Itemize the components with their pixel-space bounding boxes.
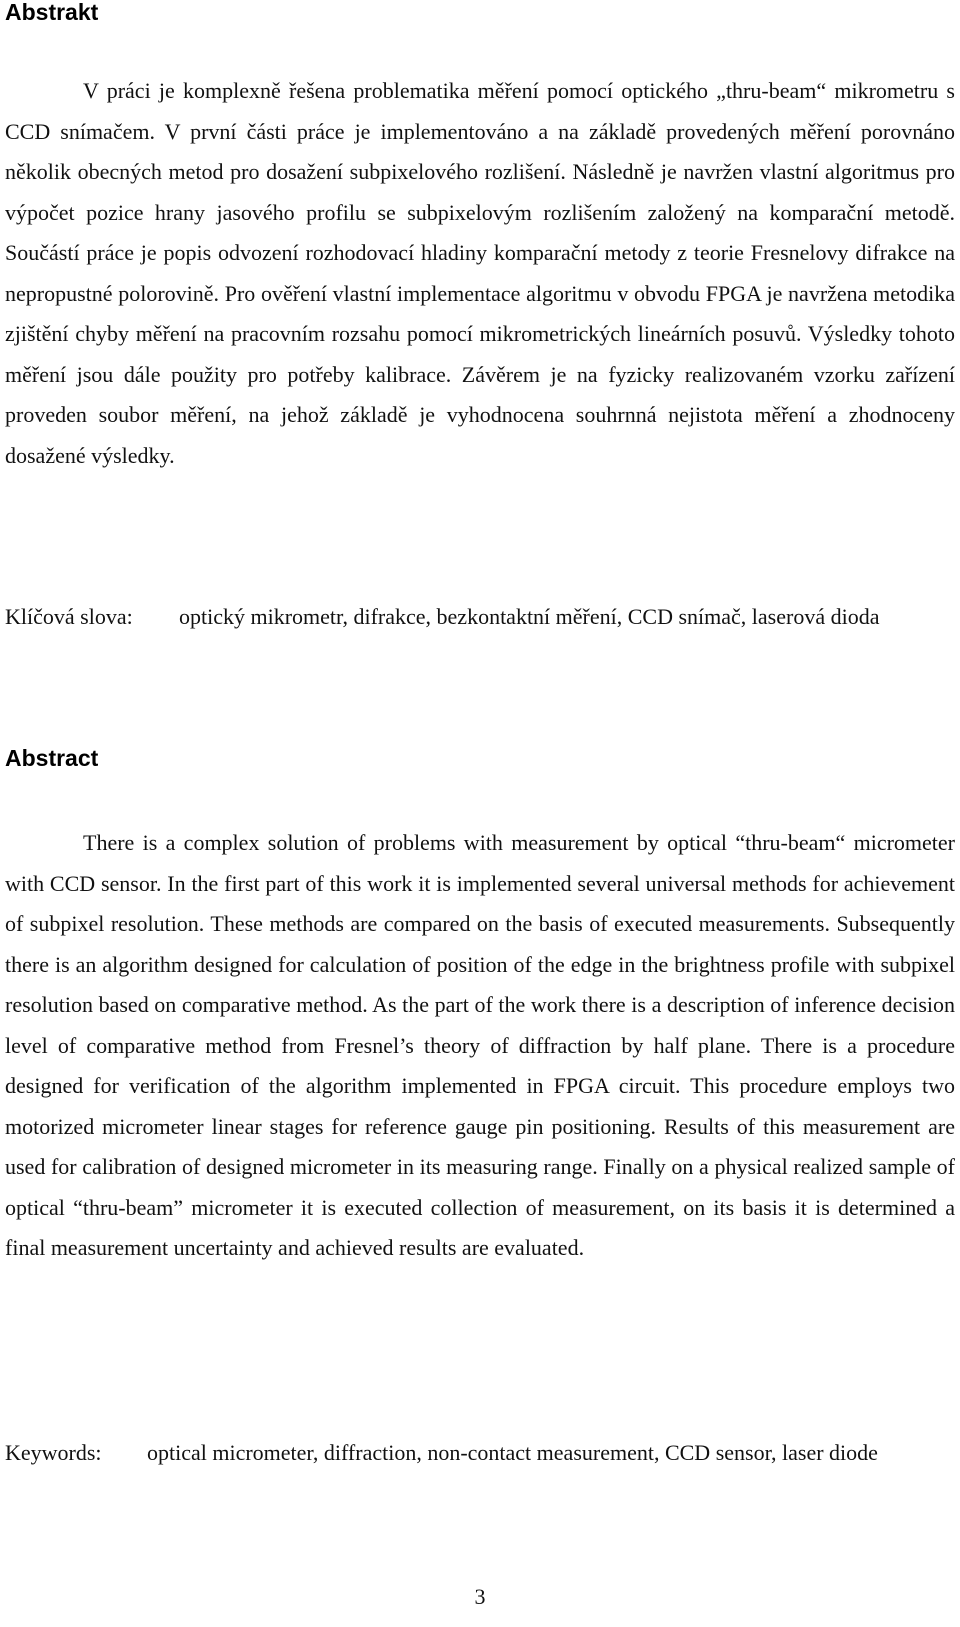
czech-keywords-value: optický mikrometr, difrakce, bezkontaktní měření, CCD snímač, laserová dioda — [179, 604, 880, 629]
czech-keywords-label: Klíčová slova: — [5, 604, 133, 629]
czech-keywords — [5, 597, 955, 638]
english-keywords — [5, 1433, 955, 1474]
english-abstract-body: There is a complex solution of problems with measurement by optical “thru-beam“ micrometer with CCD sensor. In the first part of this work it is implemented several universal methods for achievement of subpixel resolution. These methods are compared on the basis of executed measurements. Subsequently there is an algorithm designed for calculation of position of the edge in the brightness profile with subpixel resolution based on comparative method. As the part of the work there is a description of inference decision level of comparative method from Fresnel’s theory of diffraction by half plane. There is a procedure designed for verification of the algorithm implemented in FPGA circuit. This procedure employs two motorized micrometer linear stages for reference gauge pin positioning. Results of this measurement are used for calibration of designed micrometer in its measuring range. Finally on a physical realized sample of optical “thru-beam” micrometer it is executed collection of measurement, on its basis it is determined a final measurement uncertainty and achieved results are evaluated. — [5, 830, 955, 1260]
english-keywords-label: Keywords: — [5, 1440, 102, 1465]
english-keywords-value: optical micrometer, diffraction, non-contact measurement, CCD sensor, laser diode — [147, 1440, 878, 1465]
page-number: 3 — [474, 1584, 486, 1609]
english-abstract-heading: Abstract — [5, 745, 99, 771]
czech-abstract-body: V práci je komplexně řešena problematika měření pomocí optického „thru-beam“ mikrometru s CCD snímačem. V první části práce je implementováno a na základě provedených měření porovnáno několik obecných metod pro dosažení subpixelového rozlišení. Následně je navržen vlastní algoritmus pro výpočet pozice hrany jasového profilu se subpixelovým rozlišením založený na komparační metodě. Součástí práce je popis odvození rozhodovací hladiny komparační metody z teorie Fresnelovy difrakce na nepropustné polorovině. Pro ověření vlastní implementace algoritmu v obvodu FPGA je navržena metodika zjištění chyby měření na pracovním rozsahu pomocí mikrometrických lineárních posuvů. Výsledky tohoto měření jsou dále použity pro potřeby kalibrace. Závěrem je na fyzicky realizovaném vzorku zařízení proveden soubor měření, na jehož základě je vyhodnocena souhrnná nejistota měření a zhodnoceny dosažené výsledky. — [5, 78, 955, 468]
czech-abstract-heading: Abstrakt — [5, 0, 99, 25]
